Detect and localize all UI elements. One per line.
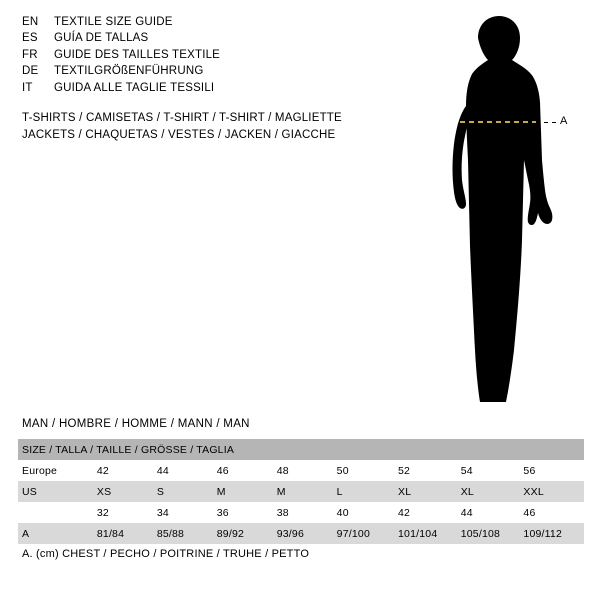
male-silhouette-icon	[400, 10, 600, 410]
row-label: Europe	[22, 464, 58, 477]
legend-row	[22, 80, 362, 96]
table-cell: XL	[398, 485, 412, 498]
legend-language-code: DE	[22, 65, 39, 78]
table-cell: S	[156, 485, 165, 498]
measurement-marker-label: A	[560, 115, 568, 127]
garment-line-jackets: JACKETS / CHAQUETAS / VESTES / JACKEN / GIACCHE	[22, 129, 336, 141]
size-table	[18, 439, 584, 544]
legend-language-code: FR	[22, 48, 38, 61]
table-header-label: SIZE / TALLA / TAILLE / GRÖSSE / TAGLIA	[22, 443, 235, 456]
table-cell: 52	[398, 464, 411, 477]
table-cell: 109/112	[523, 527, 562, 540]
table-header-row	[18, 439, 584, 460]
legend-language-text: TEXTILGRÖßENFÜHRUNG	[54, 65, 204, 78]
row-label: A	[22, 527, 30, 540]
table-row	[18, 523, 584, 544]
table-cell: 97/100	[336, 527, 370, 540]
legend-language-text: GUIDA ALLE TAGLIE TESSILI	[54, 81, 215, 94]
legend-row	[22, 47, 362, 63]
table-cell: 32	[96, 506, 109, 519]
table-title-man: MAN / HOMBRE / HOMME / MANN / MAN	[22, 418, 250, 430]
measurement-footnote: A. (cm) CHEST / PECHO / POITRINE / TRUHE / PETTO	[22, 548, 310, 560]
table-row	[18, 481, 584, 502]
table-cell: 42	[398, 506, 411, 519]
legend-language-code: EN	[22, 16, 39, 28]
garment-line-tshirts: T-SHIRTS / CAMISETAS / T-SHIRT / T-SHIRT / MAGLIETTE	[22, 112, 342, 124]
garment-categories	[22, 110, 372, 144]
legend-language-code: IT	[22, 81, 33, 94]
table-cell: 40	[336, 506, 349, 519]
table-cell: 42	[96, 464, 109, 477]
measurement-marker-line	[536, 122, 558, 123]
table-cell: 54	[460, 464, 473, 477]
table-cell: 46	[523, 506, 536, 519]
table-cell: 105/108	[460, 527, 501, 540]
table-cell: 101/104	[398, 527, 438, 540]
legend-row	[22, 30, 362, 46]
table-cell: 44	[156, 464, 169, 477]
legend-row	[22, 63, 362, 79]
legend-language-text: GUIDE DES TAILLES TEXTILE	[54, 48, 221, 61]
table-row	[18, 502, 584, 523]
table-cell: 48	[276, 464, 289, 477]
figure-illustration	[400, 10, 600, 410]
table-cell: 46	[216, 464, 229, 477]
table-cell: L	[336, 485, 343, 498]
table-cell: M	[216, 485, 226, 498]
table-cell: 81/84	[96, 527, 125, 540]
legend-language-code: ES	[22, 32, 38, 45]
table-cell: XL	[460, 485, 474, 498]
language-legend	[22, 14, 362, 96]
table-cell: 44	[460, 506, 473, 519]
legend-language-text: TEXTILE SIZE GUIDE	[54, 16, 173, 28]
table-cell: 93/96	[276, 527, 304, 540]
table-cell: 38	[276, 506, 289, 519]
table-cell: 34	[156, 506, 169, 519]
table-cell: XS	[96, 485, 112, 498]
table-cell: 56	[523, 464, 536, 477]
row-label	[18, 502, 95, 523]
table-cell: M	[276, 485, 286, 498]
table-cell: 89/92	[216, 527, 245, 540]
table-cell: 36	[216, 506, 229, 519]
legend-row	[22, 14, 362, 30]
legend-language-text: GUÍA DE TALLAS	[54, 32, 149, 45]
table-cell: XXL	[523, 485, 544, 498]
table-cell: 85/88	[156, 527, 185, 540]
table-row	[18, 460, 584, 481]
size-table-area	[18, 418, 584, 544]
table-cell: 50	[336, 464, 349, 477]
row-label: US	[22, 485, 37, 498]
